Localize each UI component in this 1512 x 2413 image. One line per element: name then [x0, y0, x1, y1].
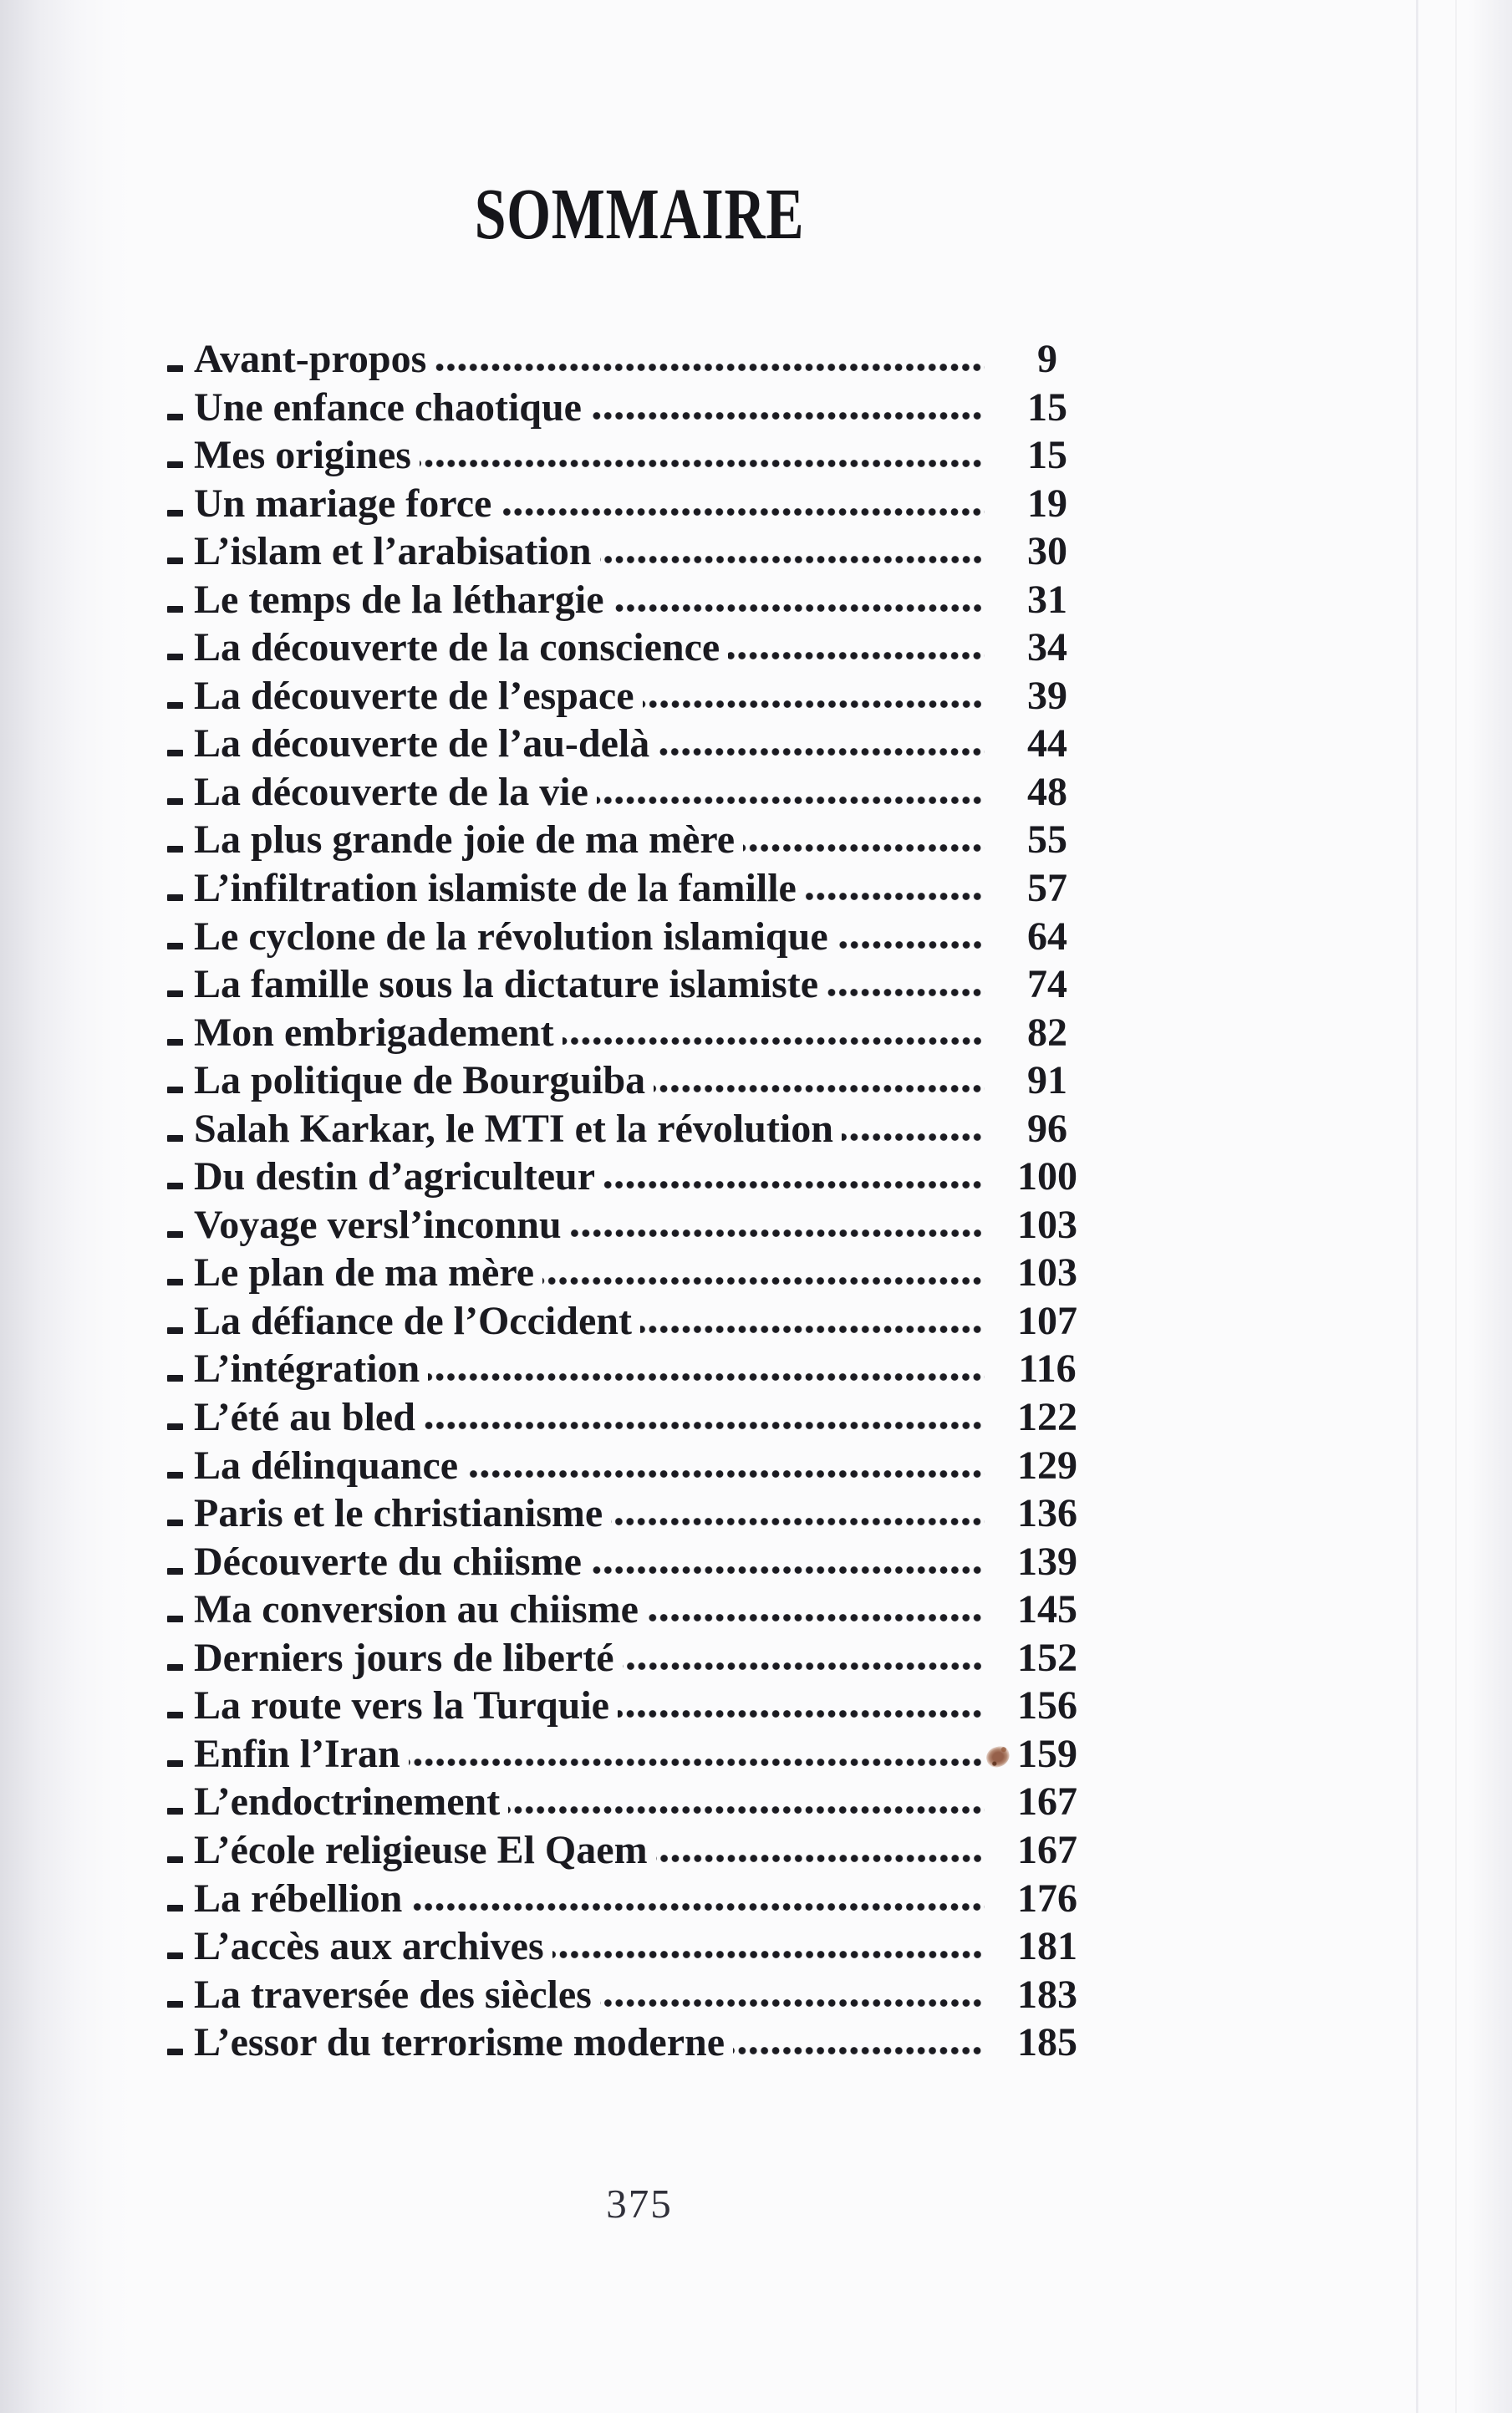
dot-leader: [828, 909, 998, 949]
toc-entry-label: Une enfance chaotique: [194, 384, 582, 430]
toc-page-number: 91: [1027, 1058, 1067, 1103]
bullet-dash: [167, 510, 183, 517]
toc-row: [167, 1678, 1097, 1727]
toc-page-number: 34: [1027, 625, 1067, 670]
toc-row: [167, 1005, 1097, 1054]
toc-row: [167, 1727, 1097, 1775]
dot-leader: [604, 573, 998, 613]
bullet-dash: [167, 798, 183, 805]
dot-leader: [632, 1294, 998, 1334]
toc-page-number: 103: [1017, 1250, 1077, 1296]
toc-entry-label: Le plan de ma mère: [194, 1250, 535, 1296]
bullet-dash: [167, 1231, 183, 1238]
dot-leader: [603, 1486, 998, 1526]
bullet-dash: [167, 1183, 183, 1189]
dot-leader: [534, 1245, 998, 1285]
dot-leader: [634, 669, 998, 709]
toc-row: [167, 1438, 1097, 1487]
toc-row: [167, 1341, 1097, 1390]
dot-leader: [562, 1198, 998, 1238]
toc-page-number: 55: [1027, 817, 1067, 863]
bullet-dash: [167, 2001, 183, 2008]
toc-entry-label: L’infiltration islamiste de la famille: [194, 866, 797, 911]
dot-leader: [592, 1968, 998, 2008]
dot-leader: [402, 1871, 998, 1912]
dot-leader: [614, 1631, 998, 1671]
bullet-dash: [167, 894, 183, 901]
bullet-dash: [167, 1856, 183, 1863]
dot-leader: [544, 1919, 998, 1959]
dot-leader: [582, 380, 998, 420]
scan-edge-shadow-left: [0, 0, 134, 2413]
bullet-dash: [167, 557, 183, 564]
bullet-dash: [167, 1327, 183, 1334]
bullet-dash: [167, 1039, 183, 1046]
toc-entry-label: Salah Karkar, le MTI et la révolution: [194, 1106, 833, 1151]
toc-row: [167, 1390, 1097, 1438]
toc-row: [167, 1102, 1097, 1150]
bullet-dash: [167, 1087, 183, 1093]
toc-row: [167, 1774, 1097, 1823]
dot-leader: [588, 765, 998, 805]
toc-row: [167, 2015, 1097, 2064]
toc-page-number: 152: [1017, 1635, 1077, 1680]
toc-entry-label: Découverte du chiisme: [194, 1539, 582, 1584]
toc-row: [167, 1631, 1097, 1679]
toc-page-number: 167: [1017, 1779, 1077, 1825]
toc-row: [167, 957, 1097, 1005]
dot-leader: [411, 428, 998, 468]
toc-page-number: 44: [1027, 721, 1067, 766]
toc-row: [167, 861, 1097, 909]
toc-row: [167, 1486, 1097, 1535]
toc-row: [167, 1823, 1097, 1871]
toc-entry-label: L’école religieuse El Qaem: [194, 1827, 648, 1872]
bullet-dash: [167, 846, 183, 853]
toc-page-number: 183: [1017, 1972, 1077, 2017]
bullet-dash: [167, 606, 183, 613]
toc-entry-label: La route vers la Turquie: [194, 1683, 609, 1728]
toc-row: [167, 1245, 1097, 1294]
toc-entry-label: Enfin l’Iran: [194, 1731, 400, 1776]
toc-page-number: 145: [1017, 1587, 1077, 1632]
toc-entry-label: L’accès aux archives: [194, 1924, 544, 1969]
bullet-dash: [167, 2049, 183, 2055]
toc-row: [167, 1582, 1097, 1631]
toc-row: [167, 1535, 1097, 1583]
toc-row: [167, 812, 1097, 861]
toc-entry-label: L’essor du terrorisme moderne: [194, 2020, 725, 2065]
toc-entry-label: L’intégration: [194, 1346, 420, 1392]
bullet-dash: [167, 990, 183, 997]
bullet-dash: [167, 1279, 183, 1285]
toc-entry-label: La découverte de l’au-delà: [194, 721, 650, 766]
dot-leader: [818, 957, 998, 997]
toc-page-number: 15: [1027, 433, 1067, 478]
toc-entry-label: Le cyclone de la révolution islamique: [194, 914, 828, 959]
toc-row: [167, 332, 1097, 380]
toc-page-number: 64: [1027, 914, 1067, 959]
bullet-dash: [167, 1375, 183, 1382]
dot-leader: [400, 1727, 998, 1767]
dot-leader: [554, 1005, 998, 1046]
dot-leader: [648, 1823, 998, 1863]
dot-leader: [491, 476, 998, 517]
dot-leader: [735, 812, 998, 853]
toc-page-number: 30: [1027, 529, 1067, 574]
toc-entry-label: Le temps de la léthargie: [194, 577, 604, 622]
toc-page-number: 96: [1027, 1106, 1067, 1151]
bullet-dash: [167, 1616, 183, 1622]
dot-leader: [639, 1582, 998, 1622]
toc-page-number: 100: [1017, 1154, 1077, 1199]
toc-page-number: 9: [1037, 337, 1057, 381]
dot-leader: [458, 1438, 998, 1479]
toc-entry-label: Mon embrigadement: [194, 1010, 554, 1055]
toc-entry-label: La traversée des siècles: [194, 1972, 592, 2017]
toc-entry-label: La découverte de l’espace: [194, 673, 634, 718]
toc-page-number: 107: [1017, 1298, 1077, 1343]
toc-entry-label: L’endoctrinement: [194, 1779, 501, 1825]
bullet-dash: [167, 1520, 183, 1526]
dot-leader: [415, 1390, 998, 1430]
toc-page-number: 181: [1017, 1924, 1077, 1969]
toc-row: [167, 476, 1097, 525]
page-title: SOMMAIRE: [474, 173, 805, 254]
toc-page-number: 31: [1027, 577, 1067, 622]
toc-page-number: 57: [1027, 866, 1067, 911]
toc-entry-label: La politique de Bourguiba: [194, 1058, 646, 1103]
toc-page-number: 82: [1027, 1010, 1067, 1055]
toc-entry-label: La rébellion: [194, 1876, 403, 1921]
toc-row: [167, 620, 1097, 669]
toc-entry-label: Un mariage force: [194, 481, 492, 526]
toc-entry-label: Paris et le christianisme: [194, 1491, 603, 1536]
toc-entry-label: Avant-propos: [194, 337, 427, 381]
toc-page-number: 136: [1017, 1491, 1077, 1536]
bullet-dash: [167, 461, 183, 468]
bullet-dash: [167, 1905, 183, 1912]
toc-page-number: 176: [1017, 1876, 1077, 1921]
toc-row: [167, 765, 1097, 813]
toc-row: [167, 1149, 1097, 1198]
dot-leader: [595, 1149, 998, 1189]
bullet-dash: [167, 1760, 183, 1767]
toc-page-number: 156: [1017, 1683, 1077, 1728]
toc-row: [167, 909, 1097, 958]
toc-page-number: 39: [1027, 673, 1067, 718]
toc-page-number: 167: [1017, 1827, 1077, 1872]
dot-leader: [500, 1774, 998, 1815]
bullet-dash: [167, 702, 183, 709]
dot-leader: [833, 1102, 998, 1142]
toc-page-number: 122: [1017, 1395, 1077, 1440]
bullet-dash: [167, 943, 183, 949]
bullet-dash: [167, 1952, 183, 1959]
bullet-dash: [167, 1135, 183, 1142]
bullet-dash: [167, 1568, 183, 1575]
scan-line-right-1: [1416, 0, 1418, 2413]
toc-entry-label: Du destin d’agriculteur: [194, 1154, 595, 1199]
scan-line-right-2: [1455, 0, 1457, 2413]
toc-page-number: 74: [1027, 962, 1067, 1007]
toc-row: [167, 716, 1097, 765]
bullet-dash: [167, 654, 183, 660]
bullet-dash: [167, 1423, 183, 1430]
toc-row: [167, 524, 1097, 573]
dot-leader: [592, 524, 998, 564]
toc-row: [167, 1294, 1097, 1342]
toc-row: [167, 428, 1097, 476]
toc-entry-label: La plus grande joie de ma mère: [194, 817, 736, 863]
bullet-dash: [167, 1472, 183, 1479]
toc-page-number: 129: [1017, 1443, 1077, 1488]
toc-entry-label: La défiance de l’Occident: [194, 1298, 632, 1343]
toc-page-number: 116: [1018, 1346, 1077, 1392]
toc-page-number: 15: [1027, 384, 1067, 430]
toc-entry-label: Voyage versl’inconnu: [194, 1202, 562, 1247]
dot-leader: [609, 1678, 998, 1718]
folio-page-number: 375: [606, 2181, 673, 2227]
dot-leader: [426, 332, 998, 372]
toc-entry-label: Derniers jours de liberté: [194, 1635, 614, 1680]
bullet-dash: [167, 1712, 183, 1718]
toc-page-number: 19: [1027, 481, 1067, 526]
bullet-dash: [167, 1664, 183, 1671]
toc-entry-label: La découverte de la vie: [194, 769, 588, 814]
bullet-dash: [167, 365, 183, 372]
toc-page-number: 159: [1017, 1731, 1077, 1776]
toc-row: [167, 1968, 1097, 2016]
dot-leader: [725, 2015, 998, 2055]
toc-list: [167, 332, 1097, 2064]
toc-entry-label: Mes origines: [194, 433, 411, 478]
toc-page-number: 48: [1027, 769, 1067, 814]
dot-leader: [582, 1535, 998, 1575]
bullet-dash: [167, 414, 183, 420]
bullet-dash: [167, 750, 183, 756]
toc-row: [167, 669, 1097, 717]
toc-page-number: 139: [1017, 1539, 1077, 1584]
toc-page-number: 103: [1017, 1202, 1077, 1247]
scan-edge-shadow-right: [1469, 0, 1512, 2413]
dot-leader: [649, 716, 998, 756]
bullet-dash: [167, 1808, 183, 1815]
toc-entry-label: La découverte de la conscience: [194, 625, 720, 670]
toc-entry-label: Ma conversion au chiisme: [194, 1587, 639, 1632]
toc-page-number: 185: [1017, 2020, 1077, 2065]
toc-row: [167, 1919, 1097, 1968]
toc-entry-label: L’été au bled: [194, 1395, 415, 1440]
toc-row: [167, 1871, 1097, 1920]
dot-leader: [420, 1341, 998, 1382]
toc-row: [167, 380, 1097, 429]
toc-row: [167, 1053, 1097, 1102]
toc-entry-label: La délinquance: [194, 1443, 459, 1488]
toc-entry-label: L’islam et l’arabisation: [194, 529, 592, 574]
toc-row: [167, 573, 1097, 621]
dot-leader: [645, 1053, 998, 1093]
toc-row: [167, 1198, 1097, 1246]
dot-leader: [797, 861, 998, 901]
dot-leader: [720, 620, 998, 660]
toc-entry-label: La famille sous la dictature islamiste: [194, 962, 819, 1007]
